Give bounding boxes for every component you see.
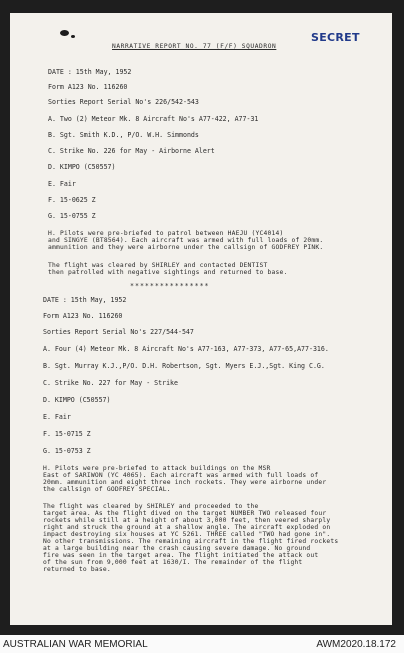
archive-footer [0, 635, 404, 653]
report2-item-h-line: East of SARIWON (YC 4065). Each aircraft was armed with full loads of [43, 472, 319, 479]
report2-paragraph-line: right and struck the ground at a shallow angle. The aircraft exploded on [43, 524, 331, 531]
report2-sorties: Sorties Report Serial No's 227/544-547 [43, 328, 194, 336]
report1-item-b: B. Sgt. Smith K.D., P/O. W.H. Simmonds [48, 131, 199, 139]
report2-item-h-line: the callsign of GODFREY SPECIAL. [43, 486, 171, 493]
report1-paragraph-line: The flight was cleared by SHIRLEY and contacted DENTIST [48, 262, 268, 269]
report1-item-d: D. KIMPO (C50557) [48, 163, 116, 171]
report1-item-h-line: H. Pilots were pre-briefed to patrol between HAEJU (YC4014) [48, 230, 284, 237]
report1-item-e: E. Fair [48, 180, 76, 188]
report2-item-h-line: 20mm. ammunition and eight three inch rockets. They were airborne under [43, 479, 327, 486]
report2-form: Form A123 No. 116260 [43, 312, 123, 320]
report2-paragraph-line: target area. As the flight dived on the target NUMBER TWO released four [43, 510, 327, 517]
report2-paragraph-line: No other transmissions. The remaining aircraft in the flight fired rockets [43, 538, 339, 545]
report2-paragraph-line: fire was seen in the target area. The flight initiated the attack out [43, 552, 319, 559]
report2-item-e: E. Fair [43, 413, 71, 421]
report1-item-g: G. 15-0755 Z [48, 212, 96, 220]
secret-stamp: SECRET [311, 31, 360, 44]
report1-item-c: C. Strike No. 226 for May - Airborne Alert [48, 147, 215, 155]
report2-item-d: D. KIMPO (C50557) [43, 396, 111, 404]
report2-paragraph-line: The flight was cleared by SHIRLEY and proceeded to the [43, 503, 259, 510]
report2-date: DATE : 15th May, 1952 [43, 296, 127, 304]
report2-paragraph-line: rockets while still at a height of about 3,000 feet, then veered sharply [43, 517, 331, 524]
report2-item-c: C. Strike No. 227 for May - Strike [43, 379, 178, 387]
document-page [10, 13, 392, 625]
report2-item-h-line: H. Pilots were pre-briefed to attack buildings on the MSR [43, 465, 271, 472]
report2-paragraph-line: at a large building near the crash causing severe damage. No ground [43, 545, 311, 552]
report2-item-f: F. 15-0715 Z [43, 430, 91, 438]
report1-date: DATE : 15th May, 1952 [48, 68, 132, 76]
footer-institution: AUSTRALIAN WAR MEMORIAL [3, 639, 148, 650]
report2-item-g: G. 15-0753 Z [43, 447, 91, 455]
report1-sorties: Sorties Report Serial No's 226/542-543 [48, 98, 199, 106]
report1-item-f: F. 15-0625 Z [48, 196, 96, 204]
report2-paragraph-line: impact destroying six houses at YC 5261. THREE called "TWO had gone in". [43, 531, 331, 538]
punch-hole [71, 35, 75, 38]
footer-accession-number: AWM2020.18.172 [316, 639, 396, 650]
punch-hole [60, 30, 69, 36]
report2-paragraph-line: of the sun from 9,000 feet at 1630/I. The remainder of the flight [43, 559, 303, 566]
report1-item-a: A. Two (2) Meteor Mk. 8 Aircraft No's A77-422, A77-31 [48, 115, 259, 123]
report2-item-b: B. Sgt. Murray K.J.,P/O. D.H. Robertson, Sgt. Myers E.J.,Sgt. King C.G. [43, 362, 325, 370]
report1-paragraph-line: then patrolled with negative sightings and returned to base. [48, 269, 288, 276]
report1-item-h-line: and SINGYE (BT8564). Each aircraft was armed with full loads of 20mm. [48, 237, 324, 244]
report-title: NARRATIVE REPORT NO. 77 (F/F) SQUADRON [112, 43, 277, 50]
report1-item-h-line: ammunition and they were airborne under the callsign of GODFREY PINK. [48, 244, 324, 251]
report1-form: Form A123 No. 116260 [48, 83, 128, 91]
report2-item-a: A. Four (4) Meteor Mk. 8 Aircraft No's A77-163, A77-373, A77-65,A77-316. [43, 345, 329, 353]
report2-paragraph-line: returned to base. [43, 566, 111, 573]
separator-line: **************** [130, 282, 210, 290]
